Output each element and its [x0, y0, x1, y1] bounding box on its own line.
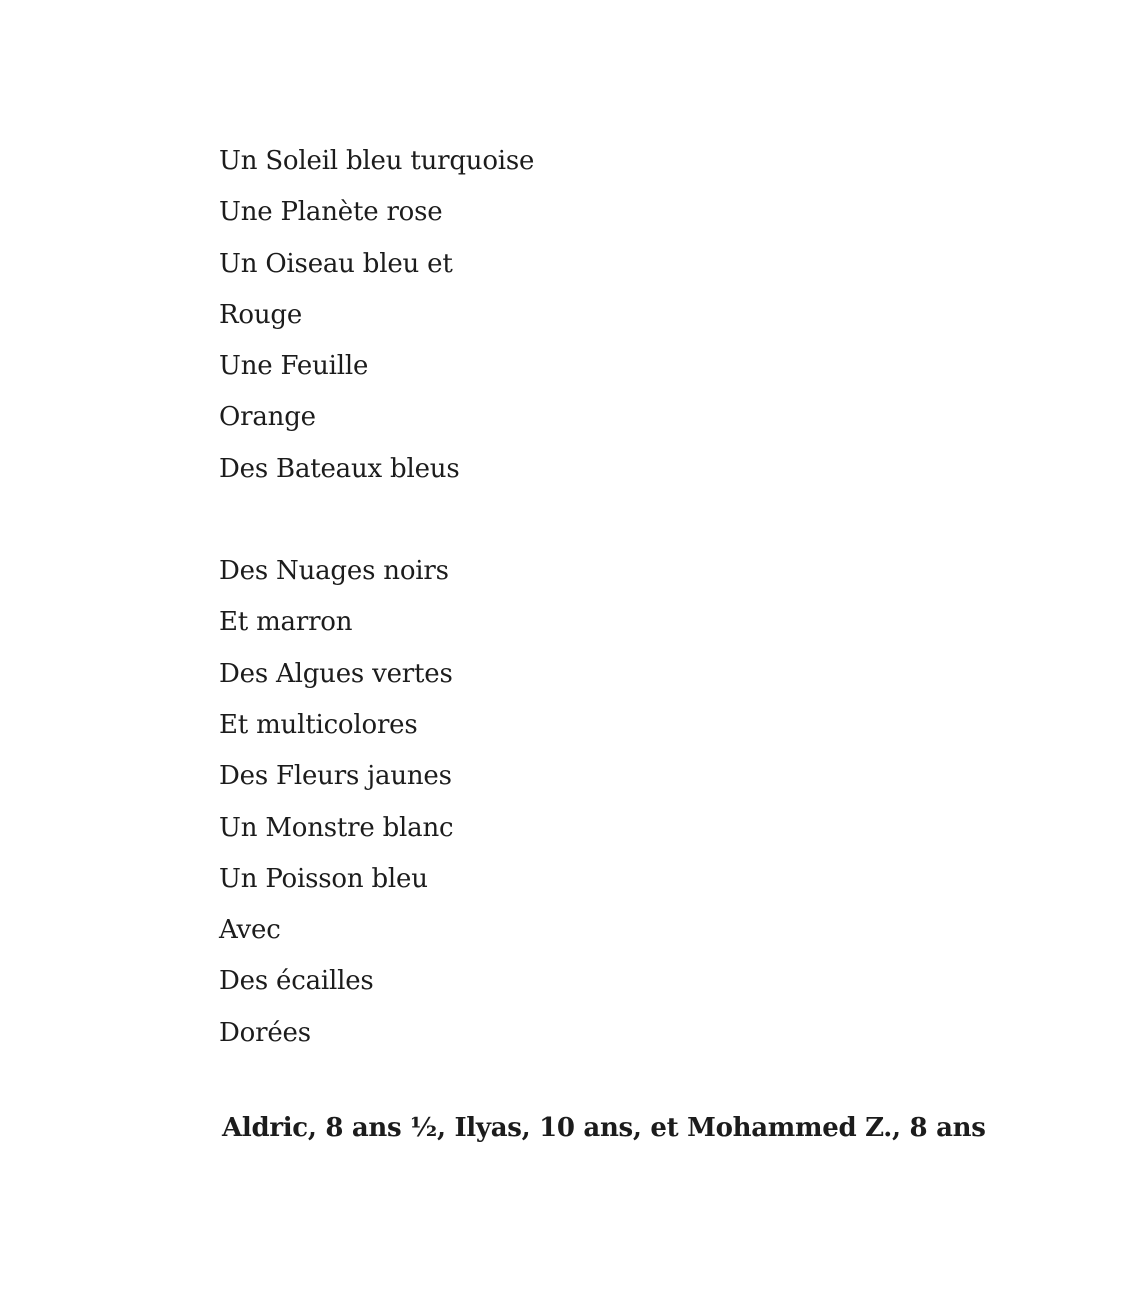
poem-line: Des Bateaux bleus — [219, 453, 460, 484]
stanza-2 — [219, 546, 1019, 1059]
poem-line: Un Oiseau bleu et — [219, 248, 453, 279]
poem-line: Rouge — [219, 299, 303, 330]
poem-line: Un Poisson bleu — [219, 863, 428, 894]
poem-line: Des Algues vertes — [219, 658, 453, 689]
poem-line: Dorées — [219, 1017, 311, 1048]
poem-line: Des écailles — [219, 966, 374, 997]
poem-line: Avec — [219, 915, 281, 946]
poem-line: Un Monstre blanc — [219, 812, 454, 843]
poem — [219, 136, 1019, 1059]
poem-line: Une Planète rose — [219, 197, 443, 228]
poem-line: Un Soleil bleu turquoise — [219, 146, 535, 176]
author-byline: Aldric, 8 ans ½, Ilyas, 10 ans, et Mohammed Z., 8 ans — [222, 1113, 986, 1143]
poem-line: Une Feuille — [219, 351, 369, 382]
poem-line: Des Fleurs jaunes — [219, 761, 452, 792]
stanza-1 — [219, 136, 1019, 495]
poem-line: Des Nuages noirs — [219, 556, 449, 587]
poem-line: Et marron — [219, 607, 353, 638]
poem-line: Et multicolores — [219, 709, 418, 740]
poem-line: Orange — [219, 402, 316, 433]
